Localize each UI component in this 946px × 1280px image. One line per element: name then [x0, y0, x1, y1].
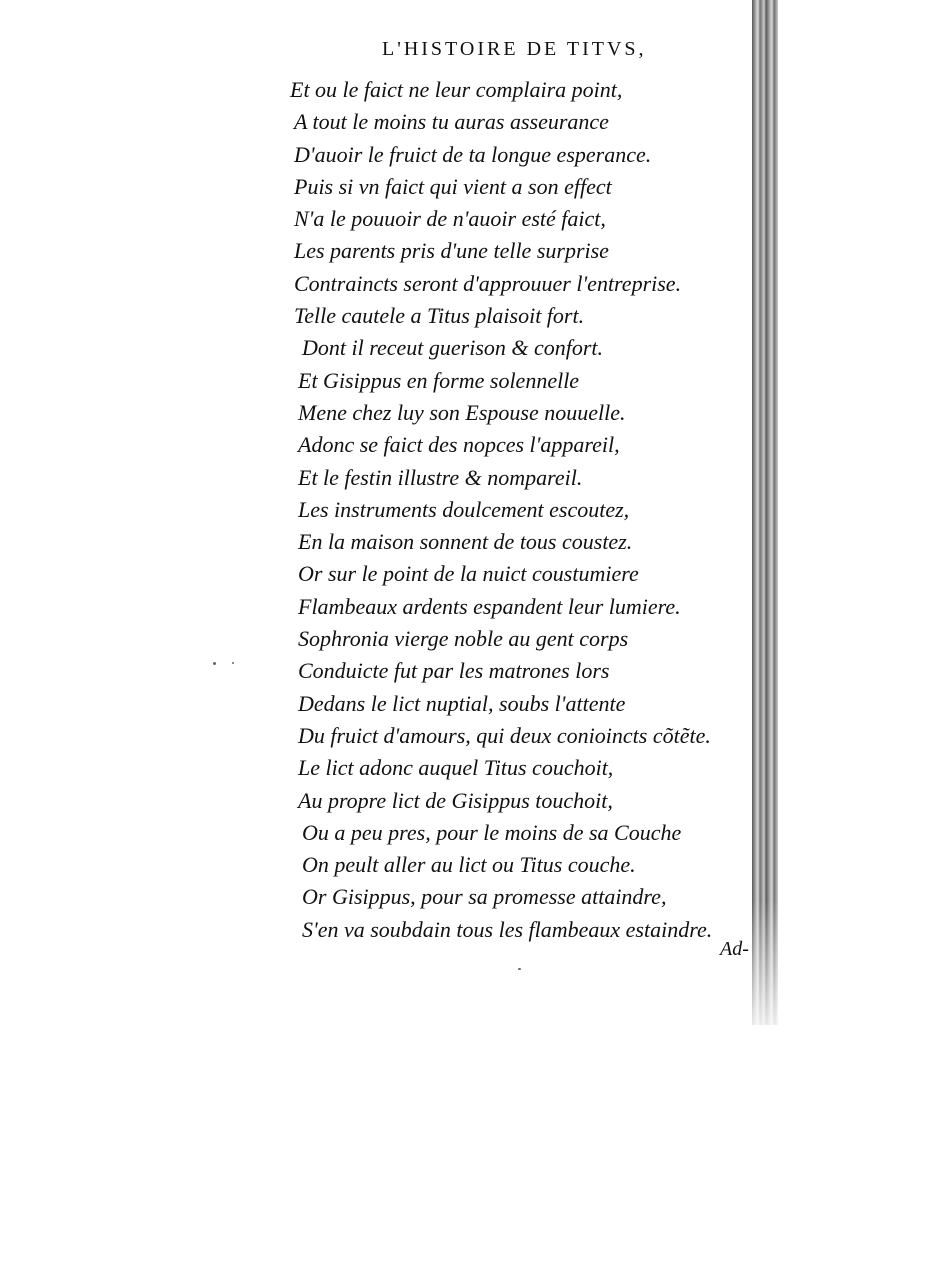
- ink-speck: [518, 968, 521, 970]
- verse-line: Puis si vn faict qui vient a son effect: [294, 173, 612, 199]
- verse-line: En la maison sonnent de tous coustez.: [298, 529, 633, 555]
- verse-line: D'auoir le fruict de ta longue esperance.: [294, 141, 652, 167]
- verse-line: On peult aller au lict ou Titus couche.: [302, 852, 636, 878]
- running-head: L'HISTOIRE DE TITVS,: [382, 38, 647, 60]
- verse-line: Sophronia vierge noble au gent corps: [298, 626, 629, 652]
- verse-line: N'a le pouuoir de n'auoir esté faict,: [294, 206, 606, 232]
- verse-line: Les instruments doulcement escoutez,: [298, 496, 630, 522]
- verse-line: S'en va soubdain tous les flambeaux estaindre.: [302, 916, 713, 942]
- verse-line: Dedans le lict nuptial, soubs l'attente: [298, 690, 626, 716]
- verse-line: Telle cautele a Titus plaisoit fort.: [294, 303, 585, 329]
- ink-speck: [213, 662, 216, 665]
- verse-line: Du fruict d'amours, qui deux conioincts cõtẽte.: [298, 722, 711, 748]
- ink-speck: [232, 662, 234, 664]
- verse-line: A tout le moins tu auras asseurance: [294, 109, 609, 135]
- verse-line: Conduicte fut par les matrones lors: [298, 658, 610, 684]
- verse-line: Ou a peu pres, pour le moins de sa Couche: [302, 819, 682, 845]
- verse-line: Contraincts seront d'approuuer l'entreprise.: [294, 270, 682, 296]
- verse-line: Les parents pris d'une telle surprise: [294, 238, 609, 264]
- verse-line: Et ou le faict ne leur complaira point,: [290, 77, 623, 102]
- verse-line: Au propre lict de Gisippus touchoit,: [298, 787, 613, 813]
- verse-line: Or Gisippus, pour sa promesse attaindre,: [302, 884, 667, 910]
- verse-line: Adonc se faict des nopces l'appareil,: [298, 432, 620, 458]
- verse-line: Et le festin illustre & nompareil.: [298, 464, 583, 490]
- verse-block: [290, 74, 760, 946]
- verse-line: Or sur le point de la nuict coustumiere: [298, 561, 639, 587]
- verse-line: Mene chez luy son Espouse nouuelle.: [298, 399, 626, 425]
- verse-line: Flambeaux ardents espandent leur lumiere.: [298, 593, 681, 619]
- verse-line: Et Gisippus en forme solennelle: [298, 367, 580, 393]
- verse-line: Dont il receut guerison & confort.: [302, 335, 604, 361]
- verse-line: Le lict adonc auquel Titus couchoit,: [298, 755, 614, 781]
- catchword: Ad-: [720, 938, 749, 960]
